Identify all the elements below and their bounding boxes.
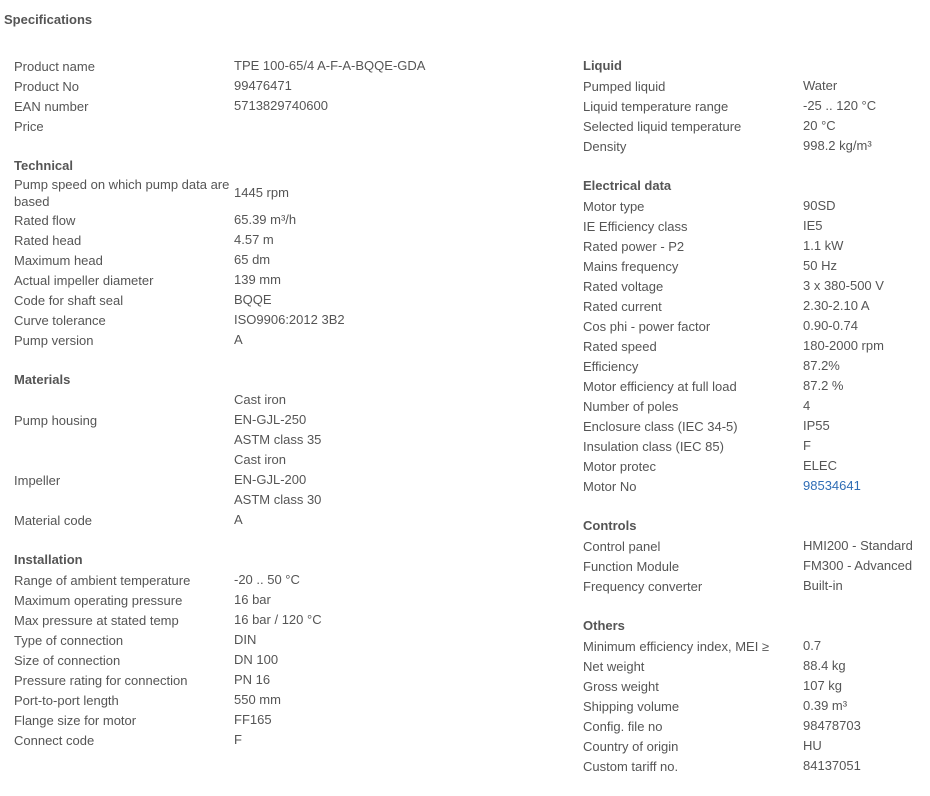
spec-section-controls: [583, 516, 928, 596]
spec-label: Rated power - P2: [583, 238, 685, 254]
spec-row: [14, 690, 574, 710]
spec-value-group: [803, 236, 843, 256]
spec-row: [14, 710, 574, 730]
spec-label: Port-to-port length: [14, 692, 119, 708]
spec-row: [14, 570, 574, 590]
spec-value-group: [234, 570, 300, 590]
spec-value: PN 16: [234, 672, 271, 687]
spec-row: [583, 376, 928, 396]
spec-label: Impeller: [14, 472, 61, 488]
spec-value-group: [803, 576, 843, 596]
spec-value: ISO9906:2012 3B2: [234, 312, 345, 327]
spec-row: [583, 196, 928, 216]
spec-value: 87.2%: [803, 358, 840, 373]
spec-value-group: [803, 716, 861, 736]
spec-value: BQQE: [234, 292, 272, 307]
spec-row: [583, 276, 928, 296]
spec-value-group: [803, 276, 884, 296]
spec-value: 550 mm: [234, 692, 281, 707]
spec-row: [583, 336, 928, 356]
spec-value-group: [234, 76, 292, 96]
page-title: Specifications: [4, 12, 93, 27]
spec-value: 20 °C: [803, 118, 836, 133]
spec-value: 0.90-0.74: [803, 318, 858, 333]
spec-label: Type of connection: [14, 632, 124, 648]
spec-row: [583, 576, 928, 596]
spec-row: [583, 236, 928, 256]
spec-value-group: [803, 396, 810, 416]
spec-label: Pressure rating for connection: [14, 672, 188, 688]
spec-section-liquid: [583, 56, 928, 156]
spec-label: Shipping volume: [583, 698, 680, 714]
spec-section-general: [14, 56, 574, 136]
section-title: Electrical data: [583, 178, 672, 193]
spec-row: [583, 556, 928, 576]
spec-row: [14, 230, 574, 250]
spec-row: [14, 630, 574, 650]
spec-label: Motor efficiency at full load: [583, 378, 737, 394]
spec-column-left: [14, 56, 574, 770]
spec-label: Insulation class (IEC 85): [583, 438, 724, 454]
spec-value-group: [803, 676, 842, 696]
spec-value: 65.39 m³/h: [234, 212, 297, 227]
spec-label: Curve tolerance: [14, 312, 106, 328]
spec-value-group: [234, 390, 321, 450]
spec-value-group: [803, 536, 913, 556]
spec-value: TPE 100-65/4 A-F-A-BQQE-GDA: [234, 58, 426, 73]
spec-label: Pumped liquid: [583, 78, 666, 94]
spec-row: [14, 290, 574, 310]
spec-value: ASTM class 35: [234, 432, 322, 447]
spec-value-link[interactable]: 98534641: [803, 478, 861, 493]
spec-row: [583, 716, 928, 736]
spec-value: Cast iron: [234, 392, 287, 407]
spec-label: Motor protec: [583, 458, 656, 474]
spec-value-group: [803, 96, 876, 116]
spec-value-group: [803, 196, 836, 216]
spec-value-group: [803, 356, 840, 376]
spec-value: HMI200 - Standard: [803, 538, 913, 553]
spec-value: F: [234, 732, 242, 747]
spec-row: [14, 176, 574, 210]
spec-value-group: [803, 136, 872, 156]
spec-value: Water: [803, 78, 838, 93]
spec-label: Gross weight: [583, 678, 659, 694]
spec-label: Rated head: [14, 232, 82, 248]
spec-value-group: [803, 376, 843, 396]
spec-value: 50 Hz: [803, 258, 837, 273]
spec-label: Config. file no: [583, 718, 663, 734]
spec-value-group: [803, 216, 823, 236]
spec-value-group: [234, 210, 296, 230]
spec-label: Product name: [14, 58, 95, 74]
spec-value: ASTM class 30: [234, 492, 322, 507]
spec-value-group: [803, 336, 884, 356]
spec-row: [14, 116, 574, 136]
spec-value: 99476471: [234, 78, 292, 93]
spec-value-group: [234, 96, 328, 116]
section-title: Installation: [14, 552, 83, 567]
spec-row: [583, 696, 928, 716]
spec-value-group: [234, 650, 278, 670]
spec-row: [583, 436, 928, 456]
spec-row: [14, 610, 574, 630]
spec-label: Mains frequency: [583, 258, 679, 274]
spec-row: [583, 656, 928, 676]
spec-value: IE5: [803, 218, 823, 233]
spec-value: EN-GJL-250: [234, 412, 307, 427]
spec-label: Cos phi - power factor: [583, 318, 711, 334]
section-title: Controls: [583, 518, 637, 533]
spec-value: Built-in: [803, 578, 843, 593]
spec-label: Rated flow: [14, 212, 76, 228]
spec-value-group: [234, 450, 321, 510]
spec-value-group: [234, 330, 243, 350]
spec-row: [14, 730, 574, 750]
spec-value-group: [234, 590, 271, 610]
spec-value-group: [803, 296, 870, 316]
spec-label: Country of origin: [583, 738, 679, 754]
spec-row: [583, 76, 928, 96]
spec-row: [583, 296, 928, 316]
spec-label: IE Efficiency class: [583, 218, 688, 234]
spec-value-group: [803, 736, 822, 756]
spec-label: Maximum head: [14, 252, 103, 268]
spec-value: 90SD: [803, 198, 836, 213]
spec-value: ELEC: [803, 458, 837, 473]
spec-value: 0.7: [803, 638, 822, 653]
spec-value-group: [234, 310, 345, 330]
spec-row: [14, 250, 574, 270]
spec-row: [14, 210, 574, 230]
spec-row: [14, 650, 574, 670]
spec-value-group: [234, 230, 274, 250]
spec-label: Efficiency: [583, 358, 639, 374]
spec-value: HU: [803, 738, 822, 753]
spec-value-group: [234, 510, 243, 530]
spec-row: [583, 316, 928, 336]
spec-row: [583, 396, 928, 416]
spec-row: [14, 76, 574, 96]
spec-row: [583, 636, 928, 656]
spec-row: [14, 56, 574, 76]
spec-value-group: [234, 690, 281, 710]
spec-section-technical: [14, 156, 574, 350]
spec-label: Pump version: [14, 332, 94, 348]
spec-value: 87.2 %: [803, 378, 844, 393]
spec-row: [583, 216, 928, 236]
spec-label: Control panel: [583, 538, 661, 554]
spec-row: [583, 116, 928, 136]
spec-value-group: [234, 290, 272, 310]
spec-row: [14, 590, 574, 610]
spec-label: Rated current: [583, 298, 662, 314]
spec-label: Net weight: [583, 658, 645, 674]
spec-label: Rated voltage: [583, 278, 664, 294]
spec-row: [583, 136, 928, 156]
spec-value-group: [234, 730, 242, 750]
section-title: Others: [583, 618, 625, 633]
spec-value-group: [234, 710, 272, 730]
spec-row: [14, 310, 574, 330]
spec-value-group: [234, 270, 281, 290]
spec-label: Product No: [14, 78, 80, 94]
spec-label: Pump speed on which pump data are based: [14, 177, 230, 209]
spec-row: [14, 670, 574, 690]
spec-value: -20 .. 50 °C: [234, 572, 300, 587]
spec-value: F: [803, 438, 811, 453]
spec-label: Range of ambient temperature: [14, 572, 191, 588]
section-title: Liquid: [583, 58, 622, 73]
spec-label: Code for shaft seal: [14, 292, 124, 308]
spec-value-group: [803, 76, 837, 96]
spec-row: [583, 96, 928, 116]
spec-label: Frequency converter: [583, 578, 703, 594]
spec-value: 1.1 kW: [803, 238, 844, 253]
spec-label: Custom tariff no.: [583, 758, 679, 774]
spec-value-group: [234, 670, 270, 690]
spec-value-group: [803, 556, 912, 576]
spec-row: [14, 450, 574, 510]
spec-row: [14, 510, 574, 530]
spec-value-group: [803, 436, 811, 456]
spec-row: [583, 476, 928, 496]
spec-value-group: [803, 656, 846, 676]
spec-label: Max pressure at stated temp: [14, 612, 179, 628]
spec-label: EAN number: [14, 98, 89, 114]
spec-value: 4: [803, 398, 811, 413]
spec-value: 4.57 m: [234, 232, 274, 247]
spec-value: DN 100: [234, 652, 279, 667]
spec-row: [583, 416, 928, 436]
spec-row: [583, 756, 928, 776]
spec-value: 180-2000 rpm: [803, 338, 884, 353]
spec-value-group: [803, 316, 858, 336]
spec-value: 139 mm: [234, 272, 281, 287]
section-title: Technical: [14, 158, 74, 173]
spec-row: [583, 676, 928, 696]
spec-value: 0.39 m³: [803, 698, 848, 713]
spec-value: 107 kg: [803, 678, 843, 693]
spec-label: Function Module: [583, 558, 680, 574]
spec-label: Rated speed: [583, 338, 657, 354]
spec-label: Minimum efficiency index, MEI ≥: [583, 638, 770, 654]
spec-label: Density: [583, 138, 627, 154]
spec-label: Price: [14, 118, 44, 134]
spec-value-group: [234, 610, 322, 630]
spec-value-group: [803, 416, 830, 436]
spec-value: A: [234, 332, 243, 347]
spec-value: Cast iron: [234, 452, 287, 467]
spec-value-group: [234, 630, 256, 650]
spec-section-installation: [14, 550, 574, 750]
spec-value-group: [234, 250, 270, 270]
spec-column-right: [583, 56, 928, 796]
spec-section-materials: [14, 370, 574, 530]
spec-value: 3 x 380-500 V: [803, 278, 884, 293]
spec-label: Motor No: [583, 478, 637, 494]
spec-label: Flange size for motor: [14, 712, 137, 728]
spec-value-group: [803, 476, 861, 496]
spec-label: Enclosure class (IEC 34-5): [583, 418, 738, 434]
spec-value: IP55: [803, 418, 830, 433]
spec-value-group: [234, 183, 289, 203]
spec-value: FF165: [234, 712, 272, 727]
spec-row: [583, 736, 928, 756]
spec-value-group: [803, 116, 836, 136]
spec-label: Pump housing: [14, 412, 98, 428]
spec-row: [583, 536, 928, 556]
spec-value: 16 bar / 120 °C: [234, 612, 322, 627]
spec-row: [14, 330, 574, 350]
spec-value: 1445 rpm: [234, 185, 289, 200]
spec-label: Size of connection: [14, 652, 121, 668]
spec-value-group: [234, 56, 425, 76]
spec-label: Connect code: [14, 732, 95, 748]
spec-value: 5713829740600: [234, 98, 328, 113]
section-title: Materials: [14, 372, 71, 387]
spec-row: [14, 270, 574, 290]
spec-label: Number of poles: [583, 398, 679, 414]
spec-label: Liquid temperature range: [583, 98, 729, 114]
spec-value: 84137051: [803, 758, 861, 773]
spec-value: 65 dm: [234, 252, 271, 267]
spec-value: -25 .. 120 °C: [803, 98, 877, 113]
spec-value-group: [803, 256, 837, 276]
spec-value: A: [234, 512, 243, 527]
spec-row: [583, 356, 928, 376]
spec-value: 16 bar: [234, 592, 271, 607]
spec-row: [583, 256, 928, 276]
spec-section-others: [583, 616, 928, 776]
spec-value-group: [803, 756, 861, 776]
spec-row: [14, 390, 574, 450]
spec-value: DIN: [234, 632, 257, 647]
spec-label: Maximum operating pressure: [14, 592, 183, 608]
spec-value: 2.30-2.10 A: [803, 298, 870, 313]
spec-label: Material code: [14, 512, 93, 528]
spec-row: [583, 456, 928, 476]
spec-section-electrical-data: [583, 176, 928, 496]
spec-label: Selected liquid temperature: [583, 118, 742, 134]
spec-value-group: [803, 696, 847, 716]
spec-value: 88.4 kg: [803, 658, 846, 673]
spec-row: [14, 96, 574, 116]
spec-value: 98478703: [803, 718, 861, 733]
spec-value: FM300 - Advanced: [803, 558, 913, 573]
spec-value-group: [803, 636, 821, 656]
spec-value-group: [803, 456, 837, 476]
spec-value: 998.2 kg/m³: [803, 138, 872, 153]
spec-value: EN-GJL-200: [234, 472, 307, 487]
spec-label: Actual impeller diameter: [14, 272, 154, 288]
spec-label: Motor type: [583, 198, 645, 214]
